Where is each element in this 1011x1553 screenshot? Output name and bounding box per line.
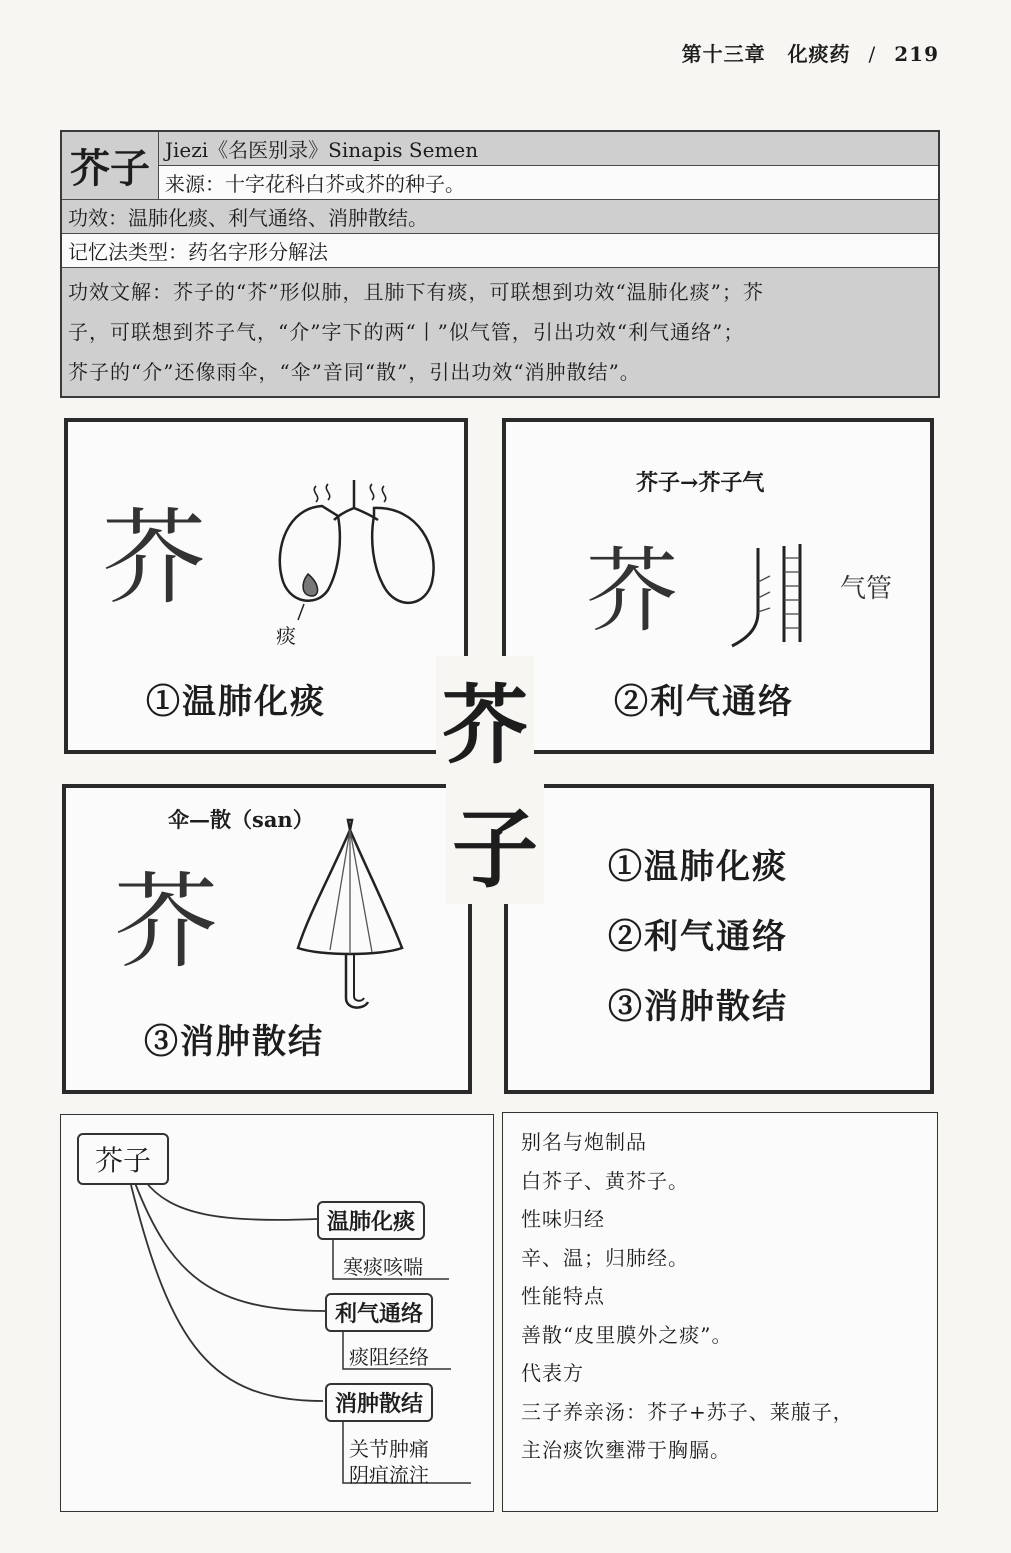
mindmap-detail: 阴疽流注 bbox=[349, 1463, 429, 1487]
mindmap-branch: 利气通络 bbox=[325, 1293, 433, 1332]
panel-warm-lung bbox=[64, 418, 468, 754]
efficacy-text: 功效：温肺化痰、利气通络、消肿散结。 bbox=[62, 199, 938, 233]
feature-text: 善散“皮里膜外之痰”。 bbox=[521, 1322, 733, 1347]
source-text: 来源：十字花科白芥或芥的种子。 bbox=[159, 166, 938, 199]
nature-text: 辛、温；归肺经。 bbox=[521, 1245, 689, 1270]
explanation-line: 功效文解：芥子的“芥”形似肺，且肺下有痰，可联想到功效“温肺化痰”；芥 bbox=[68, 280, 764, 304]
lung-illustration bbox=[268, 478, 448, 628]
herb-info-table bbox=[60, 130, 940, 398]
center-char-zi: 子 bbox=[446, 780, 544, 904]
summary-item: ②利气通络 bbox=[608, 917, 788, 957]
panel-summary bbox=[504, 784, 934, 1094]
panel-caption: ①温肺化痰 bbox=[146, 682, 326, 722]
latin-name: Jiezi《名医别录》Sinapis Semen bbox=[159, 132, 938, 166]
center-char-jie: 芥 bbox=[436, 656, 534, 780]
top-text: 伞—散（san） bbox=[168, 807, 314, 832]
mindmap-branch: 温肺化痰 bbox=[317, 1201, 425, 1240]
explanation-text bbox=[62, 267, 938, 396]
trachea-label: 气管 bbox=[840, 574, 893, 604]
umbrella-illustration bbox=[290, 816, 410, 1016]
formula-title: 代表方 bbox=[521, 1361, 584, 1385]
sketch-char: 芥 bbox=[114, 861, 219, 983]
formula-text: 三子养亲汤：芥子+苏子、莱菔子， bbox=[521, 1399, 854, 1424]
sketch-char: 芥 bbox=[102, 497, 207, 619]
summary-item: ③消肿散结 bbox=[608, 987, 788, 1027]
summary-list bbox=[608, 832, 788, 1042]
alias-title: 别名与炮制品 bbox=[521, 1130, 647, 1154]
mindmap-detail: 痰阻经络 bbox=[349, 1345, 429, 1369]
sketch-char: 芥 bbox=[586, 538, 679, 645]
memory-type-text: 记忆法类型：药名字形分解法 bbox=[62, 233, 938, 267]
panel-caption: ③消肿散结 bbox=[144, 1022, 324, 1062]
chapter-label: 第十三章 bbox=[681, 42, 766, 66]
panel-caption: ②利气通络 bbox=[614, 682, 794, 722]
running-header: 第十三章 化痰药 / 219 bbox=[681, 42, 939, 66]
explanation-line: 芥子的“介”还像雨伞，“伞”音同“散”，引出功效“消肿散结”。 bbox=[68, 360, 641, 384]
explanation-line: 子，可联想到芥子气，“介”字下的两“丨”似气管，引出功效“利气通络”； bbox=[68, 320, 745, 344]
top-text: 芥子→芥子气 bbox=[636, 470, 765, 496]
mindmap-branch: 消肿散结 bbox=[325, 1383, 433, 1422]
herb-name: 芥子 bbox=[62, 132, 159, 199]
page-number: 219 bbox=[894, 42, 939, 66]
panel-promote-qi bbox=[502, 418, 934, 754]
mindmap-root: 芥子 bbox=[77, 1133, 169, 1185]
formula-text: 主治痰饮壅滞于胸膈。 bbox=[521, 1438, 731, 1462]
phlegm-label: 痰 bbox=[276, 624, 296, 648]
section-label: 化痰药 bbox=[787, 42, 851, 66]
mindmap-detail: 寒痰咳喘 bbox=[343, 1255, 423, 1279]
title-row bbox=[62, 132, 938, 199]
details-panel bbox=[502, 1112, 938, 1512]
mindmap-detail: 关节肿痛 bbox=[349, 1437, 429, 1461]
feature-title: 性能特点 bbox=[521, 1284, 605, 1308]
mindmap-panel bbox=[60, 1114, 494, 1512]
panel-disperse bbox=[62, 784, 472, 1094]
trachea-illustration bbox=[728, 542, 818, 652]
summary-item: ①温肺化痰 bbox=[608, 847, 788, 887]
nature-title: 性味归经 bbox=[521, 1207, 605, 1231]
alias-text: 白芥子、黄芥子。 bbox=[521, 1168, 689, 1193]
